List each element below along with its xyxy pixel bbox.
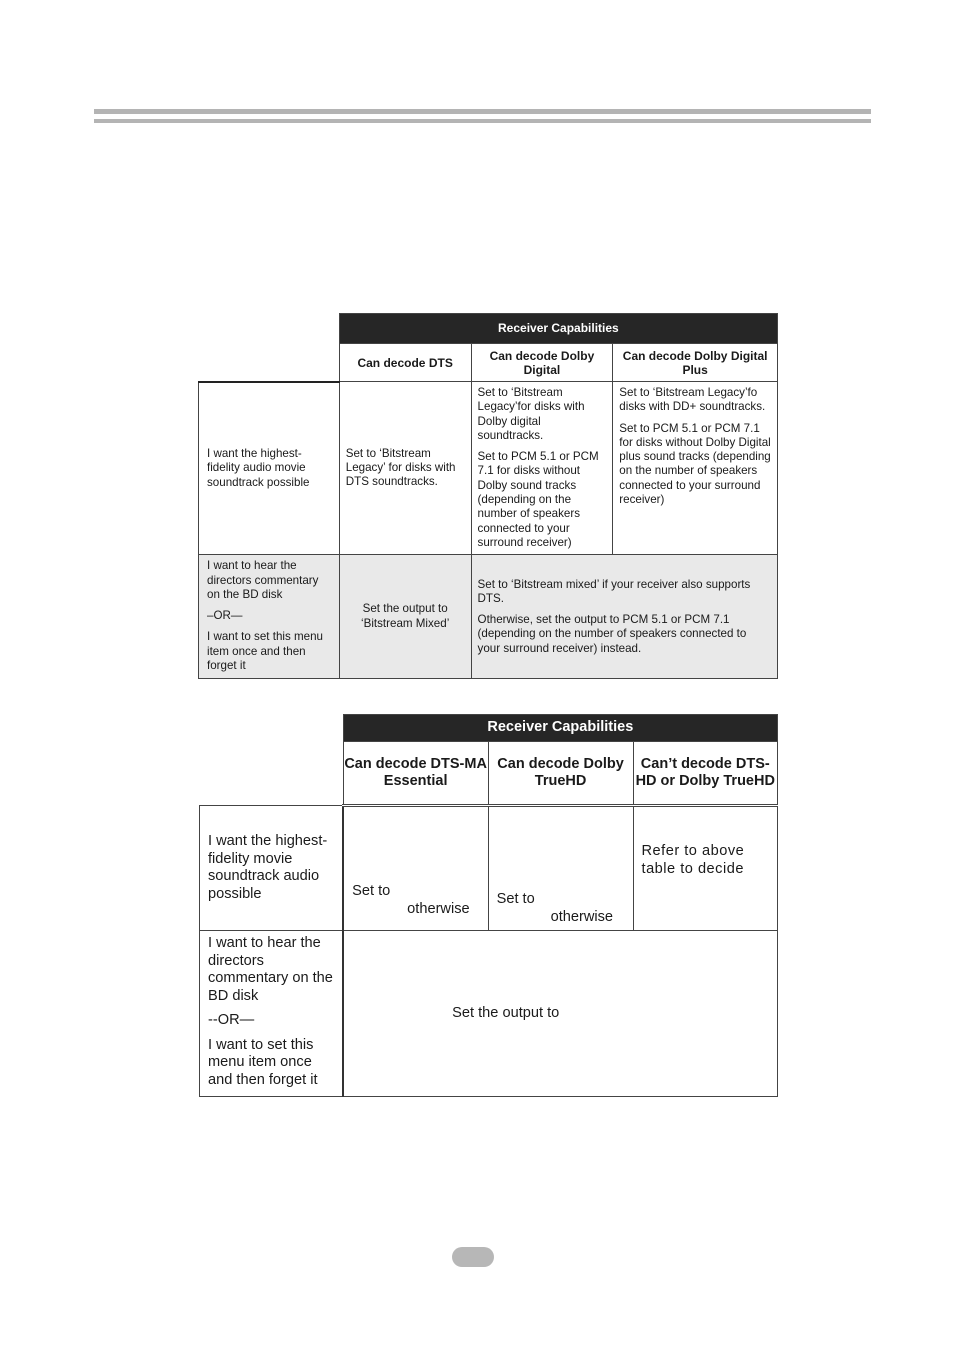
top-rule-secondary — [94, 119, 871, 123]
row-label-commentary — [199, 555, 340, 679]
cell-paragraph: Set to ‘Bitstream mixed’ if your receiver also supports DTS. — [477, 577, 751, 605]
header-dolby-truehd: Can decode Dolby TrueHD — [488, 742, 633, 806]
cell-text: Refer to above table to decide — [641, 843, 745, 877]
cell-text: Set the output to — [452, 1004, 560, 1021]
row-label-text: I want to hear the directors commentary on the BD disk — [207, 559, 319, 601]
band-header: Receiver Capabilities — [343, 715, 777, 742]
cell-paragraph: Set to PCM 5.1 or PCM 7.1 for disks without Dolby Digital plus sound tracks (depending on the number of speakers connected to your surround receiver) — [619, 421, 771, 507]
row-label-highest-fidelity — [199, 382, 340, 555]
cell-paragraph: Set to ‘Bitstream Legacy’fo disks with DD+ soundtracks. — [619, 386, 766, 414]
top-rule — [94, 109, 871, 114]
corner-blank — [199, 314, 340, 344]
cell-truehd-highest — [488, 806, 633, 931]
cell-text: Set to ‘Bitstream Legacy’ for disks with DTS soundtracks. — [345, 446, 456, 489]
or-separator: –OR— — [207, 609, 243, 623]
row-label-text: I want to set this menu item once and then forget it — [208, 1036, 318, 1088]
page-number-pill — [452, 1247, 494, 1267]
or-separator: --OR— — [208, 1012, 255, 1028]
header-dts-ma: Can decode DTS-MA Essential — [343, 742, 488, 806]
cell-text: Set to — [352, 883, 391, 899]
header-no-hd-decode: Can’t decode DTS-HD or Dolby TrueHD — [633, 742, 777, 806]
cell-paragraph: Otherwise, set the output to PCM 5.1 or PCM 7.1 (depending on the number of speakers connected to your surround receiver) instead. — [477, 613, 747, 655]
receiver-capabilities-table-2 — [199, 714, 778, 1097]
cell-dd-highest — [471, 382, 613, 555]
cell-dtsma-highest — [343, 806, 488, 931]
corner-blank — [199, 344, 340, 382]
cell-ddp-highest — [613, 382, 778, 555]
row-label-text: I want the highest-fidelity audio movie soundtrack possible — [207, 446, 310, 489]
cell-text: Set the output to ‘Bitstream Mixed’ — [361, 602, 450, 630]
corner-blank — [200, 715, 344, 742]
cell-text: Set to — [496, 891, 535, 907]
cell-paragraph: Set to PCM 5.1 or PCM 7.1 for disks without Dolby sound tracks (depending on the number of speakers connected to your surround receiver) — [477, 450, 599, 549]
header-dolby-digital: Can decode Dolby Digital — [471, 344, 613, 382]
cell-no-hd-highest — [633, 806, 777, 931]
receiver-capabilities-table-1 — [198, 313, 778, 679]
header-dts: Can decode DTS — [339, 344, 471, 382]
cell-dts-commentary — [339, 555, 471, 679]
cell-dts-highest — [339, 382, 471, 555]
header-dolby-digital-plus: Can decode Dolby Digital Plus — [613, 344, 778, 382]
cell-merged-commentary — [471, 555, 777, 679]
cell-paragraph: Set to ‘Bitstream Legacy’for disks with Dolby digital soundtracks. — [477, 386, 585, 442]
corner-blank — [200, 742, 344, 806]
row-label-commentary — [200, 931, 344, 1097]
row-label-text: I want to hear the directors commentary on the BD disk — [208, 935, 333, 1004]
row-label-highest-fidelity — [200, 806, 344, 931]
cell-text: otherwise — [407, 900, 470, 917]
cell-text: otherwise — [550, 908, 614, 925]
row-label-text: I want to set this menu item once and then forget it — [207, 630, 323, 673]
row-label-text: I want the highest-fidelity movie soundtrack audio possible — [208, 833, 328, 902]
band-header: Receiver Capabilities — [339, 314, 777, 344]
cell-merged-commentary — [343, 931, 777, 1097]
